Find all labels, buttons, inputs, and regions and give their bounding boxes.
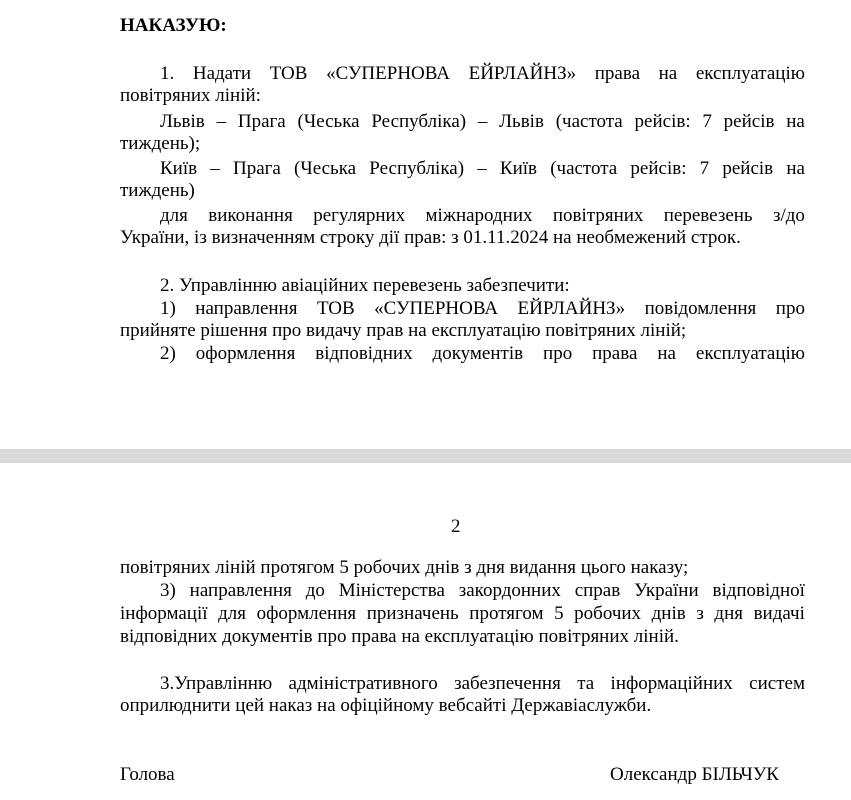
- word: до: [305, 580, 325, 601]
- word: –: [210, 158, 220, 179]
- word: ЕЙРЛАЙНЗ»: [517, 298, 626, 319]
- word: Прага: [232, 158, 281, 179]
- word: видачі: [753, 603, 805, 624]
- word: Львів: [160, 111, 205, 132]
- word: експлуатацію: [695, 63, 805, 84]
- word: повідомлення: [644, 298, 757, 319]
- word: 1.: [160, 63, 175, 84]
- word: справ: [574, 580, 621, 601]
- word: закордонних: [458, 580, 561, 601]
- word: відповідних: [315, 343, 413, 364]
- word: регулярних: [313, 205, 406, 226]
- word: днів: [651, 603, 686, 624]
- page-number: 2: [451, 516, 461, 537]
- word: Республіка): [371, 111, 467, 132]
- route-kyiv-prague: [160, 158, 805, 180]
- word: 2): [160, 343, 176, 364]
- word: інформації: [120, 603, 208, 624]
- word: права: [594, 63, 641, 84]
- word: Київ: [160, 158, 198, 179]
- word: призначень: [366, 603, 459, 624]
- item2-sub1: [160, 298, 805, 320]
- word: про: [775, 298, 805, 319]
- word: ТОВ: [269, 63, 308, 84]
- document-page-2: [0, 463, 851, 800]
- word: (Чеська: [294, 158, 357, 179]
- item2-sub2-continuation: повітряних ліній протягом 5 робочих днів з дня видання цього наказу;: [120, 557, 689, 578]
- item2-sub3-tail: відповідних документів про права на експлуатацію повітряних ліній.: [120, 626, 679, 647]
- word: рейсів: [722, 158, 774, 179]
- word: ЕЙРЛАЙНЗ»: [468, 63, 577, 84]
- word: протягом: [469, 603, 544, 624]
- item2-sub3: [160, 580, 805, 602]
- word: робочих: [574, 603, 642, 624]
- word: оформлення: [256, 603, 357, 624]
- word: 3): [160, 580, 176, 601]
- route-lviv-prague-tail: тиждень);: [120, 133, 201, 154]
- word: міжнародних: [425, 205, 533, 226]
- word: Надати: [192, 63, 252, 84]
- item2-sub2: [160, 343, 805, 365]
- word: Міністерства: [338, 580, 445, 601]
- word: повітряних: [552, 205, 644, 226]
- order-heading: НАКАЗУЮ:: [120, 15, 227, 36]
- word: адміністративного: [288, 673, 438, 694]
- word: направлення: [189, 580, 292, 601]
- word: перевезень: [663, 205, 753, 226]
- word: рейсів:: [634, 111, 691, 132]
- word: про: [543, 343, 573, 364]
- word: 1): [160, 298, 176, 319]
- word: України: [634, 580, 699, 601]
- word: оформлення: [195, 343, 296, 364]
- word: –: [477, 158, 487, 179]
- word: експлуатацію: [695, 343, 805, 364]
- word: та: [577, 673, 595, 694]
- word: 7: [702, 111, 712, 132]
- page-separator: [0, 449, 851, 463]
- word: Львів: [499, 111, 544, 132]
- word: з/до: [772, 205, 805, 226]
- word: забезпечення: [454, 673, 561, 694]
- item2-heading: 2. Управлінню авіаційних перевезень забезпечити:: [160, 275, 570, 296]
- word: «СУПЕРНОВА: [326, 63, 450, 84]
- route-lviv-prague: [160, 111, 805, 133]
- item3-tail: оприлюднити цей наказ на офіційному вебсайті Державіаслужби.: [120, 695, 652, 716]
- word: дня: [714, 603, 743, 624]
- route-kyiv-prague-tail: тиждень): [120, 180, 195, 201]
- word: інформаційних: [610, 673, 733, 694]
- word: на: [658, 63, 678, 84]
- item2-sub3-line2: [120, 603, 805, 625]
- word: права: [592, 343, 638, 364]
- item3: [160, 673, 805, 695]
- word: 3.Управлінню: [160, 673, 273, 694]
- word: Прага: [237, 111, 286, 132]
- item1-line1-tail: повітряних ліній:: [120, 85, 261, 106]
- word: для: [160, 205, 188, 226]
- signature-title: Голова: [120, 764, 175, 785]
- word: ТОВ: [316, 298, 355, 319]
- word: на: [657, 343, 676, 364]
- word: на: [786, 111, 805, 132]
- word: з: [696, 603, 704, 624]
- word: «СУПЕРНОВА: [374, 298, 499, 319]
- item1-purpose: [160, 205, 805, 227]
- item1-line1: [160, 63, 805, 85]
- word: на: [786, 158, 805, 179]
- word: –: [216, 111, 227, 132]
- word: (Чеська: [297, 111, 360, 132]
- word: рейсів:: [630, 158, 687, 179]
- signature-name: Олександр БІЛЬЧУК: [610, 764, 779, 785]
- word: систем: [749, 673, 805, 694]
- word: (частота: [550, 158, 618, 179]
- word: 5: [554, 603, 564, 624]
- word: документів: [432, 343, 524, 364]
- item1-purpose-tail: України, із визначенням строку дії прав: з 01.11.2024 на необмежений строк.: [120, 227, 741, 248]
- word: рейсів: [723, 111, 775, 132]
- word: відповідної: [712, 580, 805, 601]
- word: Київ: [499, 158, 537, 179]
- word: направлення: [195, 298, 298, 319]
- word: 7: [699, 158, 710, 179]
- word: виконання: [208, 205, 293, 226]
- word: для: [218, 603, 246, 624]
- item2-sub1-tail: прийняте рішення про видачу прав на експлуатацію повітряних ліній;: [120, 320, 687, 341]
- word: –: [477, 111, 488, 132]
- word: (частота: [555, 111, 623, 132]
- word: Республіка): [369, 158, 465, 179]
